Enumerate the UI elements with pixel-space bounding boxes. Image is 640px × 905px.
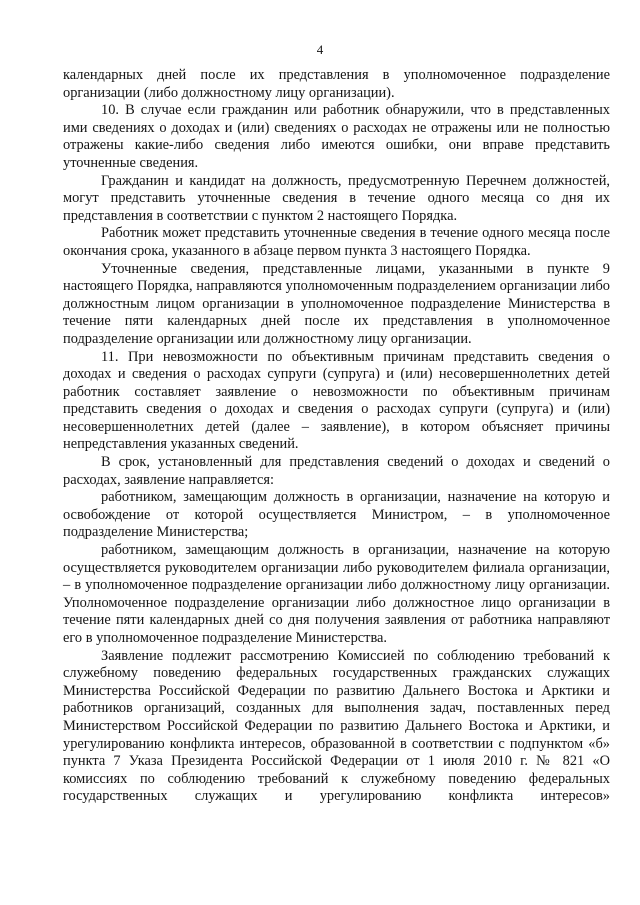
paragraph-candidate-clarification: Гражданин и кандидат на должность, предусмотренную Перечнем должностей, могут представить уточненные сведения в течение одного месяца со дня их представления в соответствии с пунктом 2 настоящего Порядка.: [63, 172, 610, 224]
page-number: 4: [316, 42, 324, 57]
paragraph-employee-clarification: Работник может представить уточненные сведения в течение одного месяца после окончания срока, указанного в абзаце первом пункта 3 настоящего Порядка.: [63, 225, 610, 259]
document-body: [63, 67, 610, 806]
paragraph-ministry-appointed: работником, замещающим должность в организации, назначение на которую и освобождение от которой осуществляется Министром, – в уполномоченное подразделение Министерства;: [63, 489, 610, 541]
paragraph-organization-appointed: работником, замещающим должность в организации, назначение на которую осуществляется руководителем организации либо руководителем филиала организации, – в уполномоченное подразделение организации либо должностному лицу организации. Уполномоченное подразделение организации либо должностное лицо организации в течение пяти календарных дней со дня получения заявления от работника направляют его в уполномоченное подразделение Министерства.: [63, 542, 610, 646]
paragraph-item-11: 11. При невозможности по объективным причинам представить сведения о доходах и сведения о расходах супруги (супруга) и (или) несовершеннолетних детей работник составляет заявление о невозможности по объективным причинам представить сведения о доходах и сведения о расходах супруги (супруга) и (или) несовершеннолетних детей (далее – заявление), в котором объясняет причины непредставления указанных сведений.: [63, 348, 610, 453]
paragraph-clarified-info-routing: Уточненные сведения, представленные лицами, указанными в пункте 9 настоящего Порядка, направляются уполномоченным подразделением организации либо должностным лицом организации в уполномоченное подразделение Министерства в течение пяти календарных дней после их представления в уполномоченное подразделение организации или должностному лицу организации.: [63, 260, 610, 347]
paragraph-commission-review: Заявление подлежит рассмотрению Комиссией по соблюдению требований к служебному поведению федеральных государственных гражданских служащих Министерства Российской Федерации по развитию Дальнего Востока и Арктики и работников организаций, созданных для выполнения задач, поставленных перед Министерством Российской Федерации по развитию Дальнего Востока и Арктики, и урегулированию конфликта интересов, образованной в соответствии с подпунктом «б» пункта 7 Указа Президента Российской Федерации от 1 июля 2010 г. № 821 «О комиссиях по соблюдению требований к служебному поведению федеральных государственных служащих и урегулированию конфликта интересов»: [63, 647, 610, 805]
paragraph-application-deadline: В срок, установленный для представления сведений о доходах и сведений о расходах, заявление направляется:: [63, 454, 610, 488]
paragraph-continuation: календарных дней после их представления в уполномоченное подразделение организации (либо должностному лицу организации).: [63, 67, 610, 101]
paragraph-item-10: 10. В случае если гражданин или работник обнаружили, что в представленных ими сведениях о доходах и (или) сведениях о расходах не отражены или не полностью отражены какие-либо сведения либо имеются ошибки, они вправе представить уточненные сведения.: [63, 102, 610, 171]
